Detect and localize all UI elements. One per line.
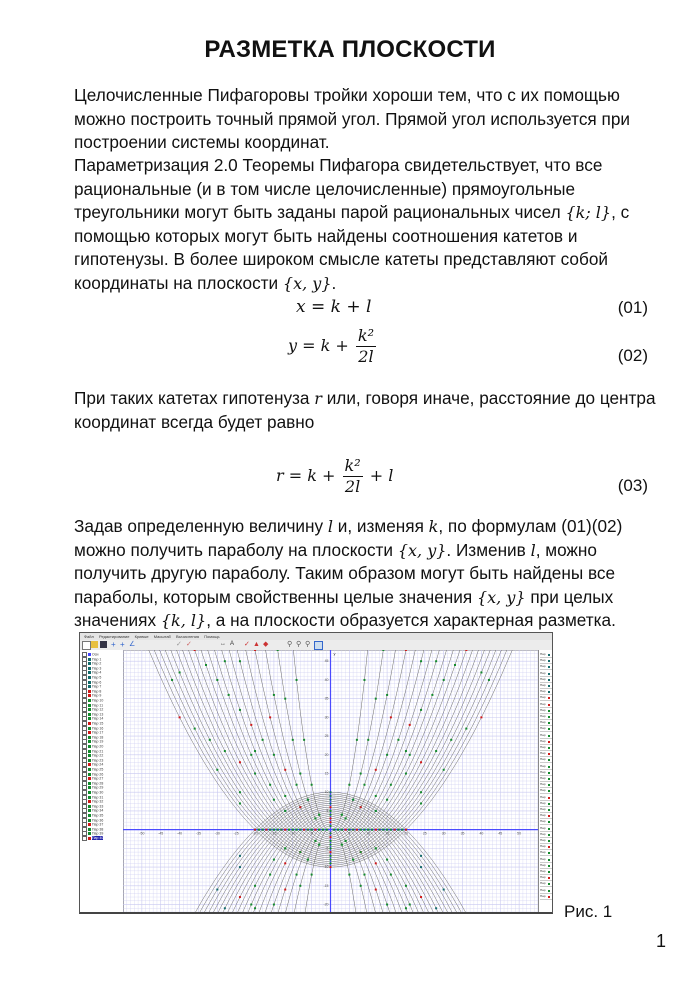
svg-text:-5: -5 <box>325 846 329 851</box>
equation-number-02: (02) <box>617 346 648 365</box>
color-swatch-icon <box>88 754 91 757</box>
curve-label: Пар 9 <box>92 693 102 698</box>
fraction <box>356 326 376 367</box>
curve-label: Пар 26 <box>92 772 104 777</box>
curve-label: Пар 6 <box>92 680 102 685</box>
svg-text:-20: -20 <box>323 902 329 907</box>
color-swatch-icon <box>88 662 91 665</box>
chart-icon[interactable]: ∠ <box>129 641 136 648</box>
color-swatch-icon <box>88 727 91 730</box>
math-xy: {x, y} <box>282 273 332 293</box>
svg-text:30: 30 <box>324 715 329 720</box>
svg-text:50: 50 <box>517 831 522 836</box>
legend-item: Пар <box>540 708 552 714</box>
legend-item: Пар <box>540 764 552 770</box>
svg-text:10: 10 <box>366 831 371 836</box>
svg-text:-10: -10 <box>290 831 296 836</box>
denominator: 2l <box>358 347 374 366</box>
svg-text:45: 45 <box>498 831 503 836</box>
curve-label: Пар 17 <box>92 730 104 735</box>
curve-label: Пар 15 <box>92 721 104 726</box>
legend-marker-icon <box>548 660 550 662</box>
curve-label: Пар 30 <box>92 790 104 795</box>
curve-label: Пар 12 <box>92 707 104 712</box>
svg-text:y: y <box>333 651 336 656</box>
legend-item: Пар <box>540 720 552 726</box>
svg-text:45: 45 <box>324 659 329 664</box>
curve-label: Пар 37 <box>92 822 104 827</box>
color-swatch-icon <box>88 814 91 817</box>
legend-marker-icon <box>548 654 550 656</box>
legend-marker-icon <box>548 828 550 830</box>
menu-file[interactable]: Файл <box>84 634 94 639</box>
curve-label: Пар 33 <box>92 804 104 809</box>
legend-item: Пар <box>540 819 552 825</box>
draw-icon[interactable]: ✓ <box>244 641 250 648</box>
curve-label: Пар 23 <box>92 758 104 763</box>
paragraph-parametrization <box>74 154 664 295</box>
svg-text:5: 5 <box>348 831 351 836</box>
legend-marker-icon <box>548 697 550 699</box>
page-title: РАЗМЕТКА ПЛОСКОСТИ <box>204 36 496 63</box>
color-swatch-icon <box>88 667 91 670</box>
fraction <box>343 456 363 497</box>
curve-label: Пар 18 <box>92 735 104 740</box>
svg-text:-15: -15 <box>271 831 277 836</box>
legend-marker-icon <box>548 834 550 836</box>
text: и, изменяя <box>332 516 429 536</box>
text: , по формулам (01)(02) можно получить параболу на плоскости <box>74 516 623 560</box>
curve-label: Пар 34 <box>92 808 104 813</box>
legend-item: Пар <box>540 888 552 894</box>
legend-item: Пар <box>540 795 552 801</box>
legend-item: Пар <box>540 726 552 732</box>
legend-marker-icon <box>548 753 550 755</box>
math-l: l <box>327 517 333 536</box>
legend-marker-icon <box>548 821 550 823</box>
paragraph-parabolas <box>74 515 664 633</box>
legend-item: Пар <box>540 689 552 695</box>
legend-item: Пар <box>540 807 552 813</box>
color-swatch-icon <box>88 837 91 840</box>
zoom-out-icon[interactable]: ⚲ <box>296 641 302 648</box>
legend-item: Пар <box>540 757 552 763</box>
color-swatch-icon <box>88 773 91 776</box>
legend-item: Пар <box>540 714 552 720</box>
svg-text:-25: -25 <box>233 831 239 836</box>
math-k: k <box>428 517 439 536</box>
svg-text:30: 30 <box>441 831 446 836</box>
eq-lhs: y = k + <box>288 336 354 355</box>
color-swatch-icon <box>88 750 91 753</box>
legend-item: Пар <box>540 677 552 683</box>
legend-item: Пар <box>540 776 552 782</box>
svg-text:35: 35 <box>324 696 329 701</box>
legend-item: Пар <box>540 838 552 844</box>
svg-text:-50: -50 <box>139 831 145 836</box>
curve-label: Пар 39 <box>92 831 104 836</box>
equation-number-03: (03) <box>617 476 648 495</box>
text: при целых значениях <box>74 586 614 630</box>
equation-01: x = k + l <box>296 297 372 317</box>
legend-marker-icon <box>548 759 550 761</box>
color-swatch-icon <box>88 823 91 826</box>
arrows-icon[interactable]: ↔ <box>220 641 226 647</box>
svg-text:15: 15 <box>385 831 390 836</box>
curve-label: Пар 1 <box>92 657 102 662</box>
color-swatch-icon <box>88 740 91 743</box>
new-file-icon[interactable] <box>82 641 91 650</box>
curve-label: Пар 36 <box>92 818 104 823</box>
zoom-in-icon[interactable]: ⚲ <box>287 641 293 648</box>
legend-marker-icon <box>548 784 550 786</box>
paragraph-hypotenuse <box>74 387 664 434</box>
svg-text:40: 40 <box>324 677 329 682</box>
math-xy: {x, y} <box>476 587 526 607</box>
color-swatch-icon <box>88 763 91 766</box>
svg-text:25: 25 <box>324 734 329 739</box>
legend-item: Пар <box>540 826 552 832</box>
curve-label: Пар 38 <box>92 827 104 832</box>
svg-text:-35: -35 <box>195 831 201 836</box>
legend-marker-icon <box>548 666 550 668</box>
legend-item: Пар <box>540 683 552 689</box>
save-icon[interactable] <box>100 641 107 648</box>
curve-label: Пар 11 <box>92 703 104 708</box>
color-swatch-icon <box>88 708 91 711</box>
text: При таких катетах гипотенуза <box>74 388 315 408</box>
curve-label: Пар 16 <box>92 726 104 731</box>
legend-marker-icon <box>548 747 550 749</box>
math-xy: {x, y} <box>397 540 447 560</box>
color-swatch-icon <box>88 786 91 789</box>
check-icon[interactable]: ✓ <box>176 641 182 648</box>
legend-marker-icon <box>548 840 550 842</box>
color-swatch-icon <box>88 713 91 716</box>
svg-text:20: 20 <box>404 831 408 836</box>
legend-marker-icon <box>548 704 550 706</box>
text: Задав определенную величину <box>74 516 328 536</box>
add-axis-icon[interactable]: + <box>111 640 116 649</box>
color-swatch-icon <box>88 777 91 780</box>
numerator: k² <box>357 326 374 345</box>
curve-label: Пар 40 <box>92 836 104 841</box>
denominator: 2l <box>344 477 361 496</box>
color-swatch-icon <box>88 796 91 799</box>
equation-number-01: (01) <box>617 298 648 317</box>
curve-label: Пар 2 <box>92 661 102 666</box>
curve-label: Пар 22 <box>92 753 104 758</box>
legend-item: Пар <box>540 739 552 745</box>
svg-text:-20: -20 <box>252 831 258 836</box>
curve-label: Пар 35 <box>92 813 104 818</box>
legend-marker-icon <box>548 741 550 743</box>
curve-label: Пар 21 <box>92 749 104 754</box>
svg-text:15: 15 <box>324 771 329 776</box>
legend-item: Пар <box>540 850 552 856</box>
numerator: k² <box>344 456 361 475</box>
add-curve-icon[interactable]: + <box>120 640 125 649</box>
svg-text:-40: -40 <box>177 831 183 836</box>
curve-label: Пар 3 <box>92 666 102 671</box>
svg-text:-30: -30 <box>214 831 220 836</box>
legend-marker-icon <box>548 772 550 774</box>
color-swatch-icon <box>88 759 91 762</box>
color-swatch-icon <box>88 745 91 748</box>
legend-item: Пар <box>540 857 552 863</box>
legend-marker-icon <box>548 710 550 712</box>
legend-item: Пар <box>540 733 552 739</box>
curve-label: Пар 19 <box>92 739 104 744</box>
curve-label: Пар 24 <box>92 762 104 767</box>
color-swatch-icon <box>88 653 91 656</box>
color-swatch-icon <box>88 828 91 831</box>
legend-marker-icon <box>548 803 550 805</box>
color-swatch-icon <box>88 722 91 725</box>
legend-item: Пар <box>540 745 552 751</box>
legend-marker-icon <box>548 778 550 780</box>
svg-text:35: 35 <box>460 831 465 836</box>
curve-label: Пар 31 <box>92 795 104 800</box>
curve-list-panel <box>80 650 124 912</box>
color-swatch-icon <box>88 805 91 808</box>
legend-marker-icon <box>548 735 550 737</box>
checkbox[interactable] <box>82 836 87 841</box>
legend-item: Пар <box>540 894 552 900</box>
text: . Изменив <box>446 539 531 560</box>
color-swatch-icon <box>88 782 91 785</box>
color-swatch-icon <box>88 832 91 835</box>
legend-marker-icon <box>548 865 550 867</box>
curve-label: Пар 8 <box>92 689 102 694</box>
svg-text:10: 10 <box>324 790 329 795</box>
color-swatch-icon <box>88 736 91 739</box>
color-swatch-icon <box>88 717 91 720</box>
pan-hand-icon[interactable] <box>314 641 323 650</box>
text: . <box>331 272 337 293</box>
legend-marker-icon <box>548 809 550 811</box>
parabola-plot[interactable] <box>123 650 538 912</box>
legend-item: Пар <box>540 751 552 757</box>
tool-icon[interactable]: ◆ <box>263 641 269 648</box>
legend-item: Пар <box>540 875 552 881</box>
menu-compute[interactable]: Вычисления <box>175 634 199 639</box>
curve-label: Оси <box>92 652 99 657</box>
menu-scale[interactable]: Масштаб <box>153 634 171 639</box>
legend-marker-icon <box>548 883 550 885</box>
math-kl: {k, l} <box>160 611 207 630</box>
color-swatch-icon <box>88 690 91 693</box>
legend-marker-icon <box>548 716 550 718</box>
text-icon[interactable]: A <box>230 641 235 647</box>
legend-marker-icon <box>548 728 550 730</box>
curve-label: Пар 14 <box>92 716 104 721</box>
equation-02 <box>288 326 378 367</box>
curve-label: Пар 20 <box>92 744 104 749</box>
legend-item: Пар <box>540 658 552 664</box>
legend-item: Пар <box>540 788 552 794</box>
color-swatch-icon <box>88 685 91 688</box>
color-swatch-icon <box>88 809 91 812</box>
color-swatch-icon <box>88 694 91 697</box>
svg-text:25: 25 <box>422 831 427 836</box>
color-swatch-icon <box>88 768 91 771</box>
legend-marker-icon <box>548 877 550 879</box>
eq-rhs: + l <box>364 466 394 485</box>
legend-item: Пар <box>540 813 552 819</box>
color-swatch-icon <box>88 681 91 684</box>
app-menubar <box>80 633 552 640</box>
legend-marker-icon <box>548 871 550 873</box>
svg-text:0: 0 <box>329 831 332 836</box>
zoom-fit-icon[interactable]: ⚲ <box>305 641 311 648</box>
legend-marker-icon <box>548 673 550 675</box>
legend-marker-icon <box>548 815 550 817</box>
legend-item: Пар <box>540 702 552 708</box>
color-swatch-icon <box>88 791 91 794</box>
legend-marker-icon <box>548 766 550 768</box>
legend-item: Пар <box>540 695 552 701</box>
legend-marker-icon <box>548 679 550 681</box>
color-swatch-icon <box>88 658 91 661</box>
text: или, говоря иначе, расстояние до центра координат всегда будет равно <box>74 388 656 432</box>
legend-marker-icon <box>548 846 550 848</box>
svg-text:5: 5 <box>326 808 329 813</box>
legend-marker-icon <box>548 790 550 792</box>
legend-marker-icon <box>548 859 550 861</box>
edit-icon[interactable]: ✓ <box>186 641 192 648</box>
text: , а на плоскости образуется характерная разметка. <box>206 610 616 630</box>
color-swatch-icon <box>88 699 91 702</box>
svg-text:-15: -15 <box>323 883 329 888</box>
text: Параметризация 2.0 Теоремы Пифагора свидетельствует, что все рациональные (и в том числе целочисленные) прямоугольные треугольники могут быть заданы парой рациональных чисел <box>74 155 603 222</box>
legend-item: Пар <box>540 881 552 887</box>
curve-label: Пар 25 <box>92 767 104 772</box>
legend-item: Пар <box>540 664 552 670</box>
svg-text:-5: -5 <box>310 831 314 836</box>
legend-panel <box>538 650 553 912</box>
color-swatch-icon <box>88 704 91 707</box>
figure-screenshot <box>79 632 553 914</box>
curve-label: Пар 10 <box>92 698 104 703</box>
menu-help[interactable]: Помощь <box>204 634 220 639</box>
legend-marker-icon <box>548 691 550 693</box>
color-swatch-icon <box>88 819 91 822</box>
svg-text:20: 20 <box>324 752 329 757</box>
svg-text:-10: -10 <box>323 865 329 870</box>
legend-item: Пар <box>540 782 552 788</box>
delete-icon[interactable]: ▲ <box>253 641 260 648</box>
curve-label: Пар 28 <box>92 781 104 786</box>
figure-caption: Рис. 1 <box>564 902 613 921</box>
text: , можно получить другую параболу. Таким образом могут быть найдены все параболы, которым свойственны целые значения <box>74 539 616 607</box>
legend-item: Пар <box>540 671 552 677</box>
legend-item: Пар <box>540 801 552 807</box>
equation-03 <box>276 456 393 497</box>
curve-label: Пар 7 <box>92 684 102 689</box>
menu-edit[interactable]: Редактирование <box>98 634 130 639</box>
eq-lhs: r = k + <box>276 466 341 485</box>
svg-text:40: 40 <box>479 831 484 836</box>
math-r: r <box>314 389 322 408</box>
legend-item: Пар <box>540 844 552 850</box>
curve-label: Пар 27 <box>92 776 104 781</box>
svg-text:-45: -45 <box>158 831 164 836</box>
legend-marker-icon <box>548 852 550 854</box>
curve-label: Пар 4 <box>92 670 102 675</box>
text: , с помощью которых могут быть найдены соотношения катетов и гипотенузы. В более широком смысле катеты представляют собой координаты на плоскости <box>74 202 630 293</box>
legend-item: Пар <box>540 652 552 658</box>
legend-marker-icon <box>548 896 550 898</box>
legend-marker-icon <box>548 722 550 724</box>
curve-label: Пар 32 <box>92 799 104 804</box>
color-swatch-icon <box>88 731 91 734</box>
legend-item: Пар <box>540 863 552 869</box>
curve-label: Пар 5 <box>92 675 102 680</box>
curve-list-item[interactable] <box>82 836 122 841</box>
legend-marker-icon <box>548 685 550 687</box>
legend-item: Пар <box>540 869 552 875</box>
legend-marker-icon <box>548 890 550 892</box>
page-number: 1 <box>656 931 667 951</box>
legend-marker-icon <box>548 797 550 799</box>
legend-item: Пар <box>540 832 552 838</box>
legend-item: Пар <box>540 770 552 776</box>
color-swatch-icon <box>88 800 91 803</box>
curve-label: Пар 29 <box>92 785 104 790</box>
open-folder-icon[interactable] <box>91 641 98 648</box>
curve-label: Пар 13 <box>92 712 104 717</box>
menu-curves[interactable]: Кривые <box>134 634 149 639</box>
color-swatch-icon <box>88 671 91 674</box>
paragraph-intro: Целочисленные Пифагоровы тройки хороши тем, что с их помощью можно построить точный прямой угол. Прямой угол используется при построении системы координат. <box>74 85 630 152</box>
math-l: l <box>530 540 536 560</box>
math-kl: {k; l} <box>565 203 612 222</box>
color-swatch-icon <box>88 676 91 679</box>
